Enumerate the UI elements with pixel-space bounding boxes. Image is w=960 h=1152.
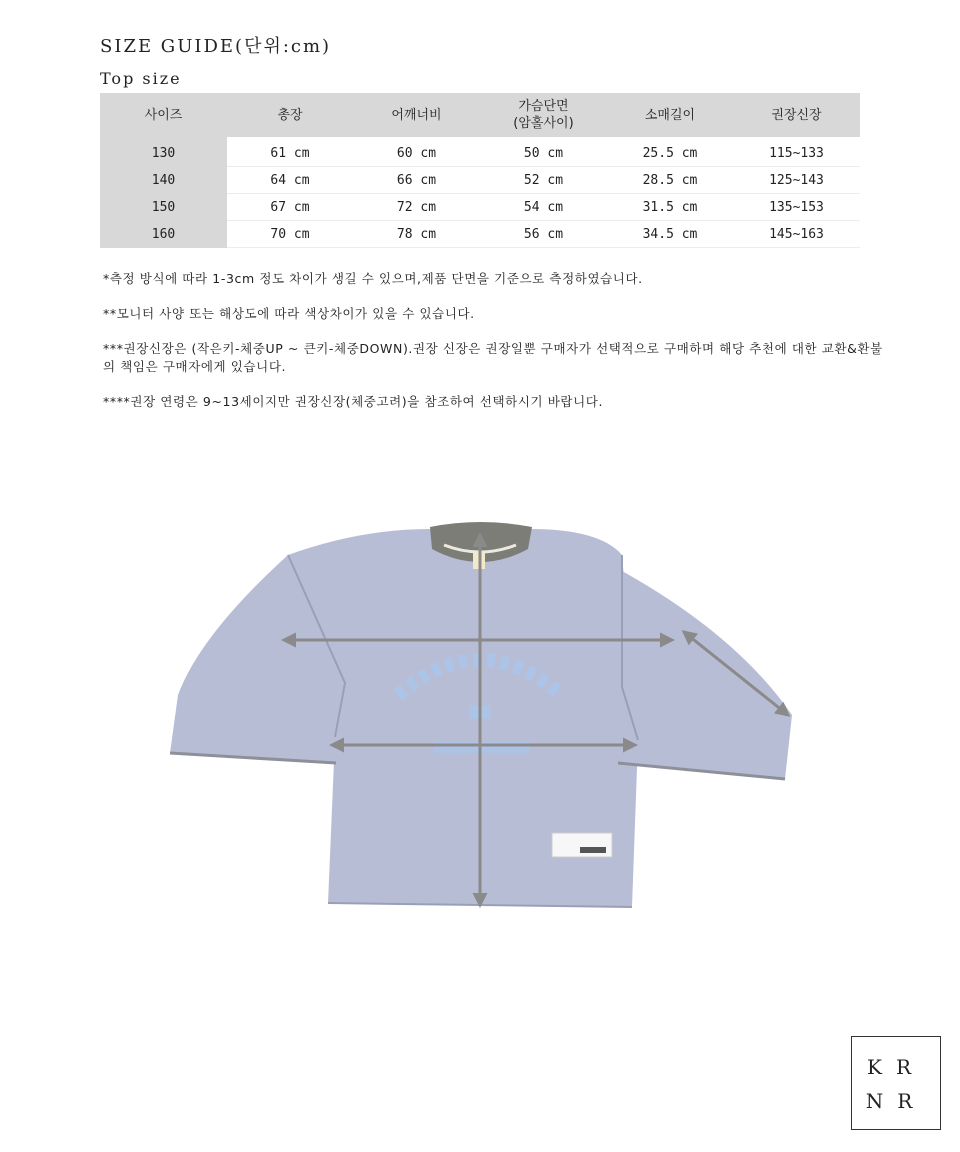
product-image (160, 515, 800, 915)
section-title: Top size (100, 69, 182, 88)
table-cell: 28.5 cm (607, 167, 733, 194)
hem-label-patch (580, 847, 606, 853)
size-cell: 140 (100, 167, 227, 194)
table-cell: 60 cm (353, 137, 480, 167)
table-row (100, 194, 860, 221)
size-cell: 130 (100, 137, 227, 167)
size-cell: 150 (100, 194, 227, 221)
table-cell: 66 cm (353, 167, 480, 194)
table-cell: 64 cm (227, 167, 353, 194)
size-table (100, 93, 860, 248)
page-title: SIZE GUIDE(단위:cm) (100, 36, 332, 57)
shirt-illustration (160, 515, 800, 915)
table-cell: 67 cm (227, 194, 353, 221)
header-size: 사이즈 (100, 93, 227, 137)
size-table-header (100, 93, 860, 137)
table-cell: 31.5 cm (607, 194, 733, 221)
header-chest-width: 가슴단면 (암홀사이) (480, 93, 607, 137)
table-cell: 70 cm (227, 221, 353, 248)
table-cell: 34.5 cm (607, 221, 733, 248)
table-cell: 52 cm (480, 167, 607, 194)
size-cell: 160 (100, 221, 227, 248)
table-cell: 72 cm (353, 194, 480, 221)
note-monitor: **모니터 사양 또는 해상도에 따라 색상차이가 있을 수 있습니다. (103, 306, 475, 321)
logo-line-2: NR (865, 1089, 927, 1113)
hem-label (552, 833, 612, 857)
table-cell: 78 cm (353, 221, 480, 248)
header-shoulder-width: 어깨너비 (353, 93, 480, 137)
table-cell: 50 cm (480, 137, 607, 167)
logo-line-1: KR (867, 1055, 925, 1079)
print-bottom-text (434, 741, 530, 753)
table-cell: 125~143 (733, 167, 860, 194)
table-cell: 54 cm (480, 194, 607, 221)
header-sleeve-length: 소매길이 (607, 93, 733, 137)
brand-logo (851, 1036, 941, 1130)
table-cell: 115~133 (733, 137, 860, 167)
header-recommended-height: 권장신장 (733, 93, 860, 137)
notes (103, 270, 893, 428)
table-row (100, 167, 860, 194)
table-row (100, 137, 860, 167)
note-recommended-age: ****권장 연령은 9~13세이지만 권장신장(체중고려)을 참조하여 선택하시기 바랍니다. (103, 394, 604, 409)
note-measurement: *측정 방식에 따라 1-3cm 정도 차이가 생길 수 있으며,제품 단면을 기준으로 측정하였습니다. (103, 271, 643, 286)
header-total-length: 총장 (227, 93, 353, 137)
table-cell: 145~163 (733, 221, 860, 248)
note-recommended-height: ***권장신장은 (작은키-체중UP ~ 큰키-체중DOWN).권장 신장은 권장일뿐 구매자가 선택적으로 구매하며 해당 추천에 대한 교환&환불의 책임은 구매자에게 있습니다. (103, 341, 883, 374)
table-cell: 56 cm (480, 221, 607, 248)
table-cell: 135~153 (733, 194, 860, 221)
table-row (100, 221, 860, 248)
table-cell: 61 cm (227, 137, 353, 167)
table-cell: 25.5 cm (607, 137, 733, 167)
